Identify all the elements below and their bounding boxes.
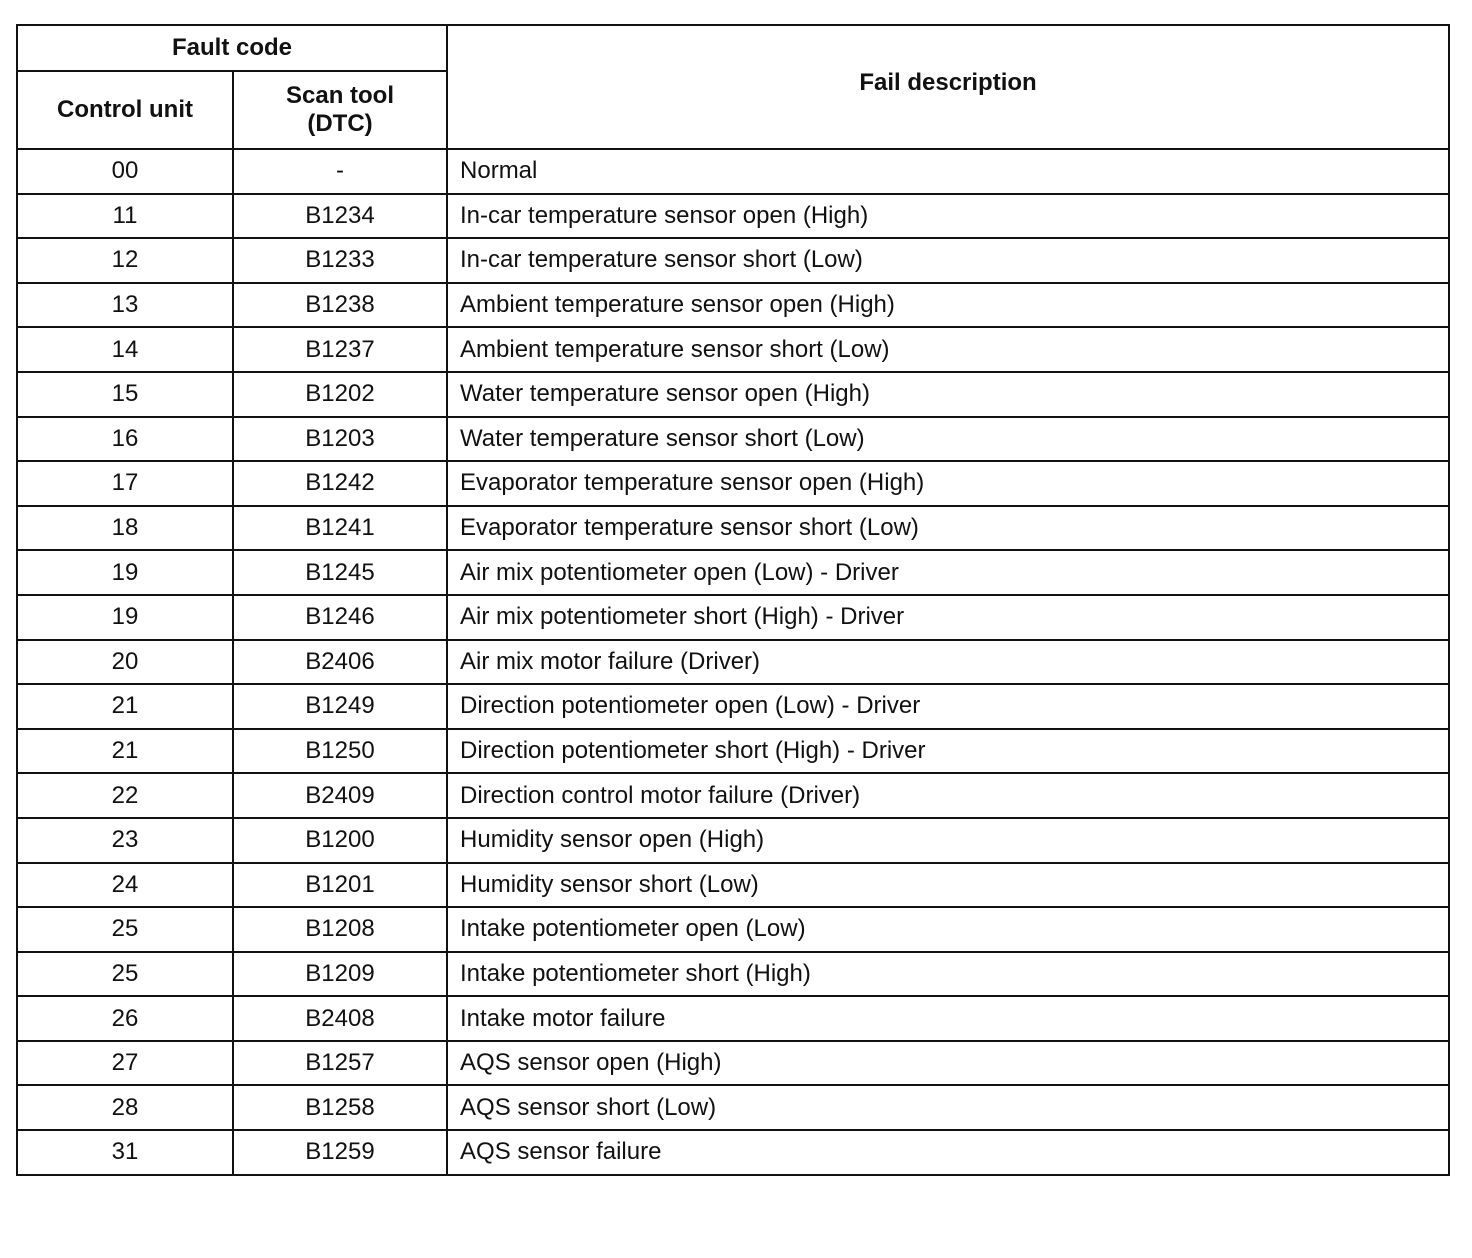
control-unit-value: 24 — [111, 870, 139, 898]
dtc-value: B1250 — [305, 737, 375, 765]
fail-description-value: Intake potentiometer open (Low) — [460, 915, 806, 943]
control-unit-value: 16 — [111, 424, 139, 452]
scan-tool-header — [233, 71, 447, 149]
scan-tool-header-line2: (DTC) — [307, 110, 373, 137]
control-unit-value: 22 — [111, 781, 139, 809]
dtc-cell — [233, 550, 447, 595]
table-row — [17, 283, 1449, 328]
dtc-value: B1238 — [305, 291, 375, 319]
control-unit-cell — [17, 417, 233, 462]
dtc-value: B1209 — [305, 959, 375, 987]
table-row — [17, 238, 1449, 283]
scan-tool-header-line1: Scan tool — [286, 82, 395, 109]
fail-description-value: AQS sensor open (High) — [460, 1049, 722, 1077]
fail-description-cell — [447, 149, 1449, 194]
dtc-value: B1201 — [305, 870, 375, 898]
control-unit-cell — [17, 550, 233, 595]
dtc-value: B1249 — [305, 692, 375, 720]
dtc-cell — [233, 595, 447, 640]
table-row — [17, 372, 1449, 417]
fail-description-cell — [447, 506, 1449, 551]
fail-description-value: In-car temperature sensor short (Low) — [460, 246, 863, 274]
dtc-value: B1246 — [305, 603, 375, 631]
table-row — [17, 818, 1449, 863]
table-row — [17, 684, 1449, 729]
fail-description-value: AQS sensor short (Low) — [460, 1093, 717, 1121]
table-row — [17, 595, 1449, 640]
fail-description-cell — [447, 238, 1449, 283]
control-unit-cell — [17, 818, 233, 863]
dtc-cell — [233, 773, 447, 818]
fail-description-value: Evaporator temperature sensor open (High) — [460, 469, 925, 497]
table-row — [17, 907, 1449, 952]
control-unit-value: 25 — [111, 915, 139, 943]
control-unit-cell — [17, 1085, 233, 1130]
fail-description-value: Ambient temperature sensor open (High) — [460, 291, 895, 319]
control-unit-cell — [17, 461, 233, 506]
control-unit-value: 28 — [111, 1093, 139, 1121]
dtc-cell — [233, 417, 447, 462]
table-row — [17, 194, 1449, 239]
control-unit-value: 20 — [111, 647, 139, 675]
control-unit-cell — [17, 194, 233, 239]
fail-description-cell — [447, 283, 1449, 328]
fail-description-value: Intake motor failure — [460, 1004, 666, 1032]
dtc-cell — [233, 1130, 447, 1175]
table-row — [17, 461, 1449, 506]
dtc-cell — [233, 194, 447, 239]
dtc-value: B1257 — [305, 1049, 375, 1077]
control-unit-header: Control unit — [17, 71, 233, 149]
fail-description-value: AQS sensor failure — [460, 1138, 662, 1166]
fail-description-cell — [447, 327, 1449, 372]
control-unit-cell — [17, 996, 233, 1041]
dtc-cell — [233, 818, 447, 863]
fail-description-cell — [447, 595, 1449, 640]
table-row — [17, 506, 1449, 551]
fail-description-cell — [447, 907, 1449, 952]
dtc-value: B2408 — [305, 1004, 375, 1032]
fail-description-cell — [447, 1130, 1449, 1175]
fail-description-cell — [447, 863, 1449, 908]
dtc-value: B1245 — [305, 558, 375, 586]
fail-description-value: Air mix potentiometer open (Low) - Driver — [460, 558, 899, 586]
control-unit-cell — [17, 595, 233, 640]
dtc-cell — [233, 327, 447, 372]
control-unit-cell — [17, 1130, 233, 1175]
dtc-value: B1258 — [305, 1093, 375, 1121]
dtc-value: B1233 — [305, 246, 375, 274]
control-unit-value: 13 — [111, 291, 139, 319]
dtc-cell — [233, 952, 447, 997]
fail-description-value: Direction potentiometer open (Low) - Driver — [460, 692, 921, 720]
fail-description-cell — [447, 684, 1449, 729]
fault-code-header: Fault code — [17, 25, 447, 71]
fail-description-cell — [447, 372, 1449, 417]
control-unit-cell — [17, 952, 233, 997]
control-unit-cell — [17, 773, 233, 818]
fail-description-cell — [447, 952, 1449, 997]
table-row — [17, 327, 1449, 372]
fail-description-value: Humidity sensor short (Low) — [460, 870, 759, 898]
dtc-value: B1241 — [305, 514, 375, 542]
dtc-value: B1242 — [305, 469, 375, 497]
fault-code-table — [16, 24, 1450, 1176]
dtc-cell — [233, 729, 447, 774]
table-row — [17, 550, 1449, 595]
dtc-cell — [233, 1085, 447, 1130]
control-unit-cell — [17, 684, 233, 729]
fail-description-cell — [447, 1041, 1449, 1086]
fail-description-cell — [447, 194, 1449, 239]
control-unit-value: 12 — [111, 246, 139, 274]
table-row — [17, 952, 1449, 997]
control-unit-value: 19 — [111, 558, 139, 586]
fail-description-value: Ambient temperature sensor short (Low) — [460, 335, 890, 363]
control-unit-value: 14 — [111, 335, 139, 363]
dtc-cell — [233, 149, 447, 194]
table-row — [17, 149, 1449, 194]
dtc-cell — [233, 684, 447, 729]
dtc-cell — [233, 863, 447, 908]
fail-description-value: Direction control motor failure (Driver) — [460, 781, 861, 809]
control-unit-value: 00 — [111, 157, 139, 185]
table-row — [17, 996, 1449, 1041]
control-unit-cell — [17, 506, 233, 551]
dtc-cell — [233, 461, 447, 506]
fail-description-cell — [447, 1085, 1449, 1130]
dtc-cell — [233, 1041, 447, 1086]
control-unit-value: 18 — [111, 514, 139, 542]
dtc-value: - — [336, 157, 344, 185]
control-unit-value: 19 — [111, 603, 139, 631]
dtc-cell — [233, 640, 447, 685]
control-unit-value: 26 — [111, 1004, 139, 1032]
dtc-value: B1208 — [305, 915, 375, 943]
fail-description-value: Air mix potentiometer short (High) - Driver — [460, 603, 905, 631]
fail-description-value: Water temperature sensor short (Low) — [460, 424, 865, 452]
table-row — [17, 1085, 1449, 1130]
fail-description-cell — [447, 773, 1449, 818]
fail-description-value: Direction potentiometer short (High) - Driver — [460, 737, 926, 765]
fail-description-cell — [447, 818, 1449, 863]
table-row — [17, 773, 1449, 818]
control-unit-cell — [17, 327, 233, 372]
table-row — [17, 417, 1449, 462]
dtc-cell — [233, 996, 447, 1041]
control-unit-cell — [17, 372, 233, 417]
fail-description-header: Fail description — [447, 25, 1449, 149]
fail-description-cell — [447, 550, 1449, 595]
fail-description-value: Air mix motor failure (Driver) — [460, 647, 761, 675]
dtc-cell — [233, 283, 447, 328]
fail-description-cell — [447, 640, 1449, 685]
control-unit-value: 23 — [111, 826, 139, 854]
control-unit-cell — [17, 640, 233, 685]
fail-description-cell — [447, 996, 1449, 1041]
control-unit-cell — [17, 1041, 233, 1086]
control-unit-cell — [17, 238, 233, 283]
fail-description-value: In-car temperature sensor open (High) — [460, 201, 869, 229]
control-unit-value: 21 — [111, 692, 139, 720]
table-row — [17, 729, 1449, 774]
control-unit-cell — [17, 863, 233, 908]
fail-description-cell — [447, 461, 1449, 506]
control-unit-value: 17 — [111, 469, 139, 497]
control-unit-value: 21 — [111, 737, 139, 765]
fail-description-value: Intake potentiometer short (High) — [460, 959, 811, 987]
control-unit-cell — [17, 907, 233, 952]
dtc-value: B2406 — [305, 647, 375, 675]
dtc-value: B1259 — [305, 1138, 375, 1166]
control-unit-value: 27 — [111, 1049, 139, 1077]
dtc-value: B2409 — [305, 781, 375, 809]
dtc-value: B1234 — [305, 201, 375, 229]
dtc-value: B1237 — [305, 335, 375, 363]
dtc-cell — [233, 506, 447, 551]
table-row — [17, 640, 1449, 685]
control-unit-value: 25 — [111, 959, 139, 987]
dtc-cell — [233, 907, 447, 952]
fail-description-cell — [447, 417, 1449, 462]
fail-description-value: Evaporator temperature sensor short (Low) — [460, 514, 919, 542]
control-unit-value: 15 — [111, 380, 139, 408]
control-unit-cell — [17, 283, 233, 328]
table-body — [17, 149, 1449, 1175]
dtc-cell — [233, 372, 447, 417]
fail-description-cell — [447, 729, 1449, 774]
dtc-value: B1200 — [305, 826, 375, 854]
table-row — [17, 863, 1449, 908]
table-row — [17, 1130, 1449, 1175]
dtc-cell — [233, 238, 447, 283]
control-unit-value: 11 — [112, 201, 138, 229]
control-unit-value: 31 — [111, 1138, 139, 1166]
fail-description-value: Water temperature sensor open (High) — [460, 380, 870, 408]
fail-description-value: Humidity sensor open (High) — [460, 826, 765, 854]
control-unit-cell — [17, 729, 233, 774]
control-unit-cell — [17, 149, 233, 194]
fail-description-value: Normal — [460, 157, 538, 185]
dtc-value: B1202 — [305, 380, 375, 408]
dtc-value: B1203 — [305, 424, 375, 452]
table-row — [17, 1041, 1449, 1086]
